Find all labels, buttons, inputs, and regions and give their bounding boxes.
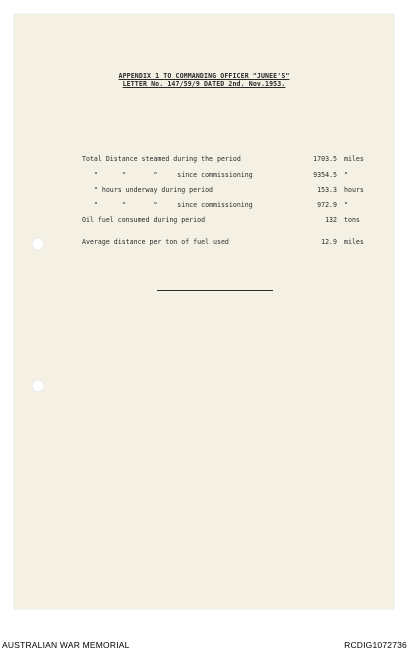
row-unit: tons [344,216,360,224]
table-row [82,155,372,164]
appendix-heading: APPENDIX 1 TO COMMANDING OFFICER "JUNEE'S" [118,72,290,80]
row-unit: hours [344,186,364,194]
row-label: " " " since commissioning [82,171,253,179]
table-row [82,171,372,180]
letter-reference-heading: LETTER No. 147/59/9 DATED 2nd. Nov.1953. [122,80,286,88]
row-label: Average distance per ton of fuel used [82,238,229,246]
archive-reference-label: RCDIG1072736 [344,640,407,650]
row-value: 132 [325,216,337,224]
document-page [14,14,394,609]
table-row [82,201,372,210]
punch-hole [32,238,44,250]
row-unit: miles [344,155,364,163]
row-unit: " [344,201,348,209]
row-unit: miles [344,238,364,246]
row-unit: " [344,171,348,179]
row-label: Total Distance steamed during the period [82,155,241,163]
archive-source-label: AUSTRALIAN WAR MEMORIAL [2,640,130,650]
row-value: 153.3 [317,186,337,194]
closing-rule [157,290,273,291]
row-label: " " " since commissioning [82,201,253,209]
row-value: 12.9 [321,238,337,246]
row-value: 9354.5 [313,171,337,179]
row-label: " hours underway during period [82,186,214,194]
row-label: Oil fuel consumed during period [82,216,206,224]
row-value: 972.9 [317,201,337,209]
table-row [82,186,372,195]
table-row [82,238,372,247]
punch-hole [32,380,44,392]
row-value: 1703.5 [313,155,337,163]
table-row [82,216,372,225]
